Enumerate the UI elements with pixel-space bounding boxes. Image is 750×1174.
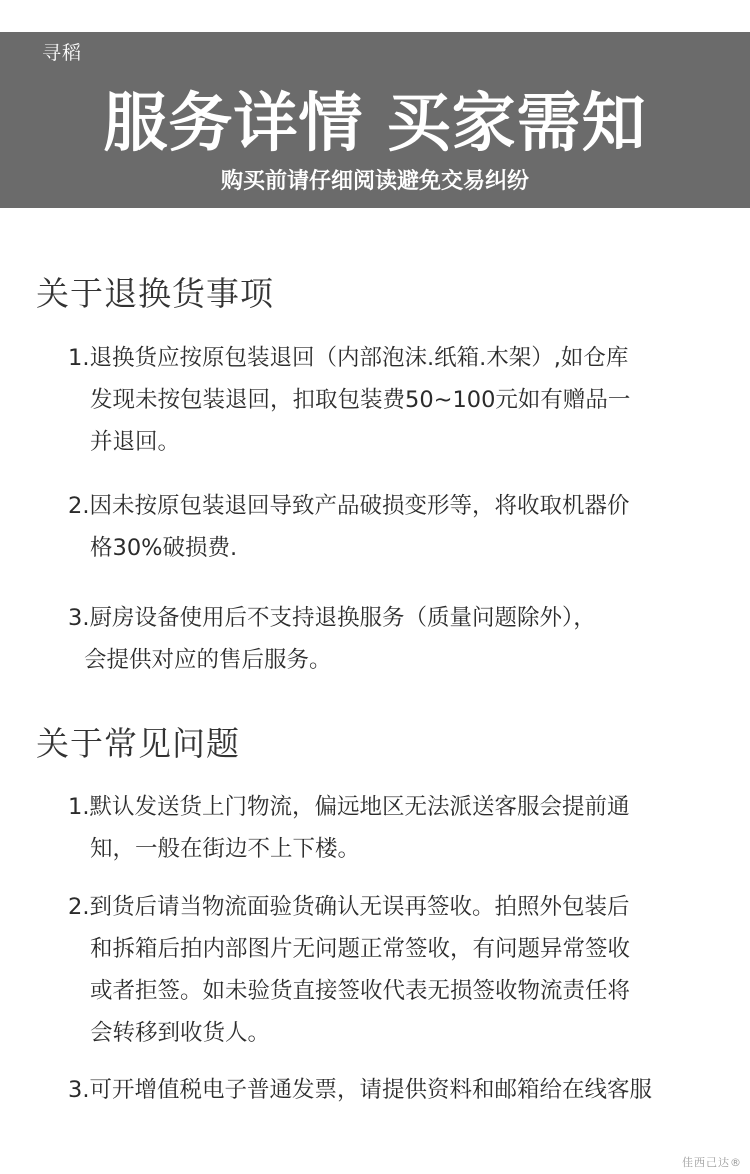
faq-item-2	[68, 886, 728, 1054]
faq-item-1	[68, 786, 728, 870]
text-line: 2.到货后请当物流面验货确认无误再签收。拍照外包装后	[68, 894, 630, 920]
header-banner	[0, 32, 750, 208]
returns-item-1	[68, 337, 728, 463]
text-line: 知，一般在街边不上下楼。	[90, 836, 361, 862]
text-line: 会提供对应的售后服务。	[84, 647, 332, 673]
text-line: 3.厨房设备使用后不支持退换服务（质量问题除外），	[68, 605, 596, 631]
returns-item-2	[68, 485, 728, 569]
text-line: 发现未按包装退回，扣取包装费50~100元如有赠品一	[90, 387, 631, 413]
brand-name: 寻稻	[42, 42, 83, 64]
section-heading-returns: 关于退换货事项	[36, 274, 274, 313]
top-margin	[0, 0, 750, 32]
watermark-logo: 佳西己达®	[682, 1156, 742, 1169]
text-line: 2.因未按原包装退回导致产品破损变形等，将收取机器价	[68, 493, 630, 519]
text-line: 格30%破损费.	[90, 535, 238, 561]
page-subtitle: 购买前请仔细阅读避免交易纠纷	[220, 169, 529, 194]
text-line: 和拆箱后拍内部图片无问题正常签收，有问题异常签收	[90, 936, 631, 962]
page-title: 服务详情 买家需知	[103, 87, 647, 161]
text-line: 1.默认发送货上门物流，偏远地区无法派送客服会提前通	[68, 794, 630, 820]
text-line: 会转移到收货人。	[90, 1020, 271, 1046]
returns-item-3	[68, 597, 728, 681]
text-line: 并退回。	[90, 429, 181, 455]
section-heading-faq: 关于常见问题	[36, 724, 240, 763]
faq-item-3	[68, 1069, 728, 1111]
text-line: 3.可开增值税电子普通发票，请提供资料和邮箱给在线客服	[68, 1077, 652, 1103]
text-line: 1.退换货应按原包装退回（内部泡沫.纸箱.木架）,如仓库	[68, 345, 629, 371]
text-line: 或者拒签。如未验货直接签收代表无损签收物流责任将	[90, 978, 631, 1004]
